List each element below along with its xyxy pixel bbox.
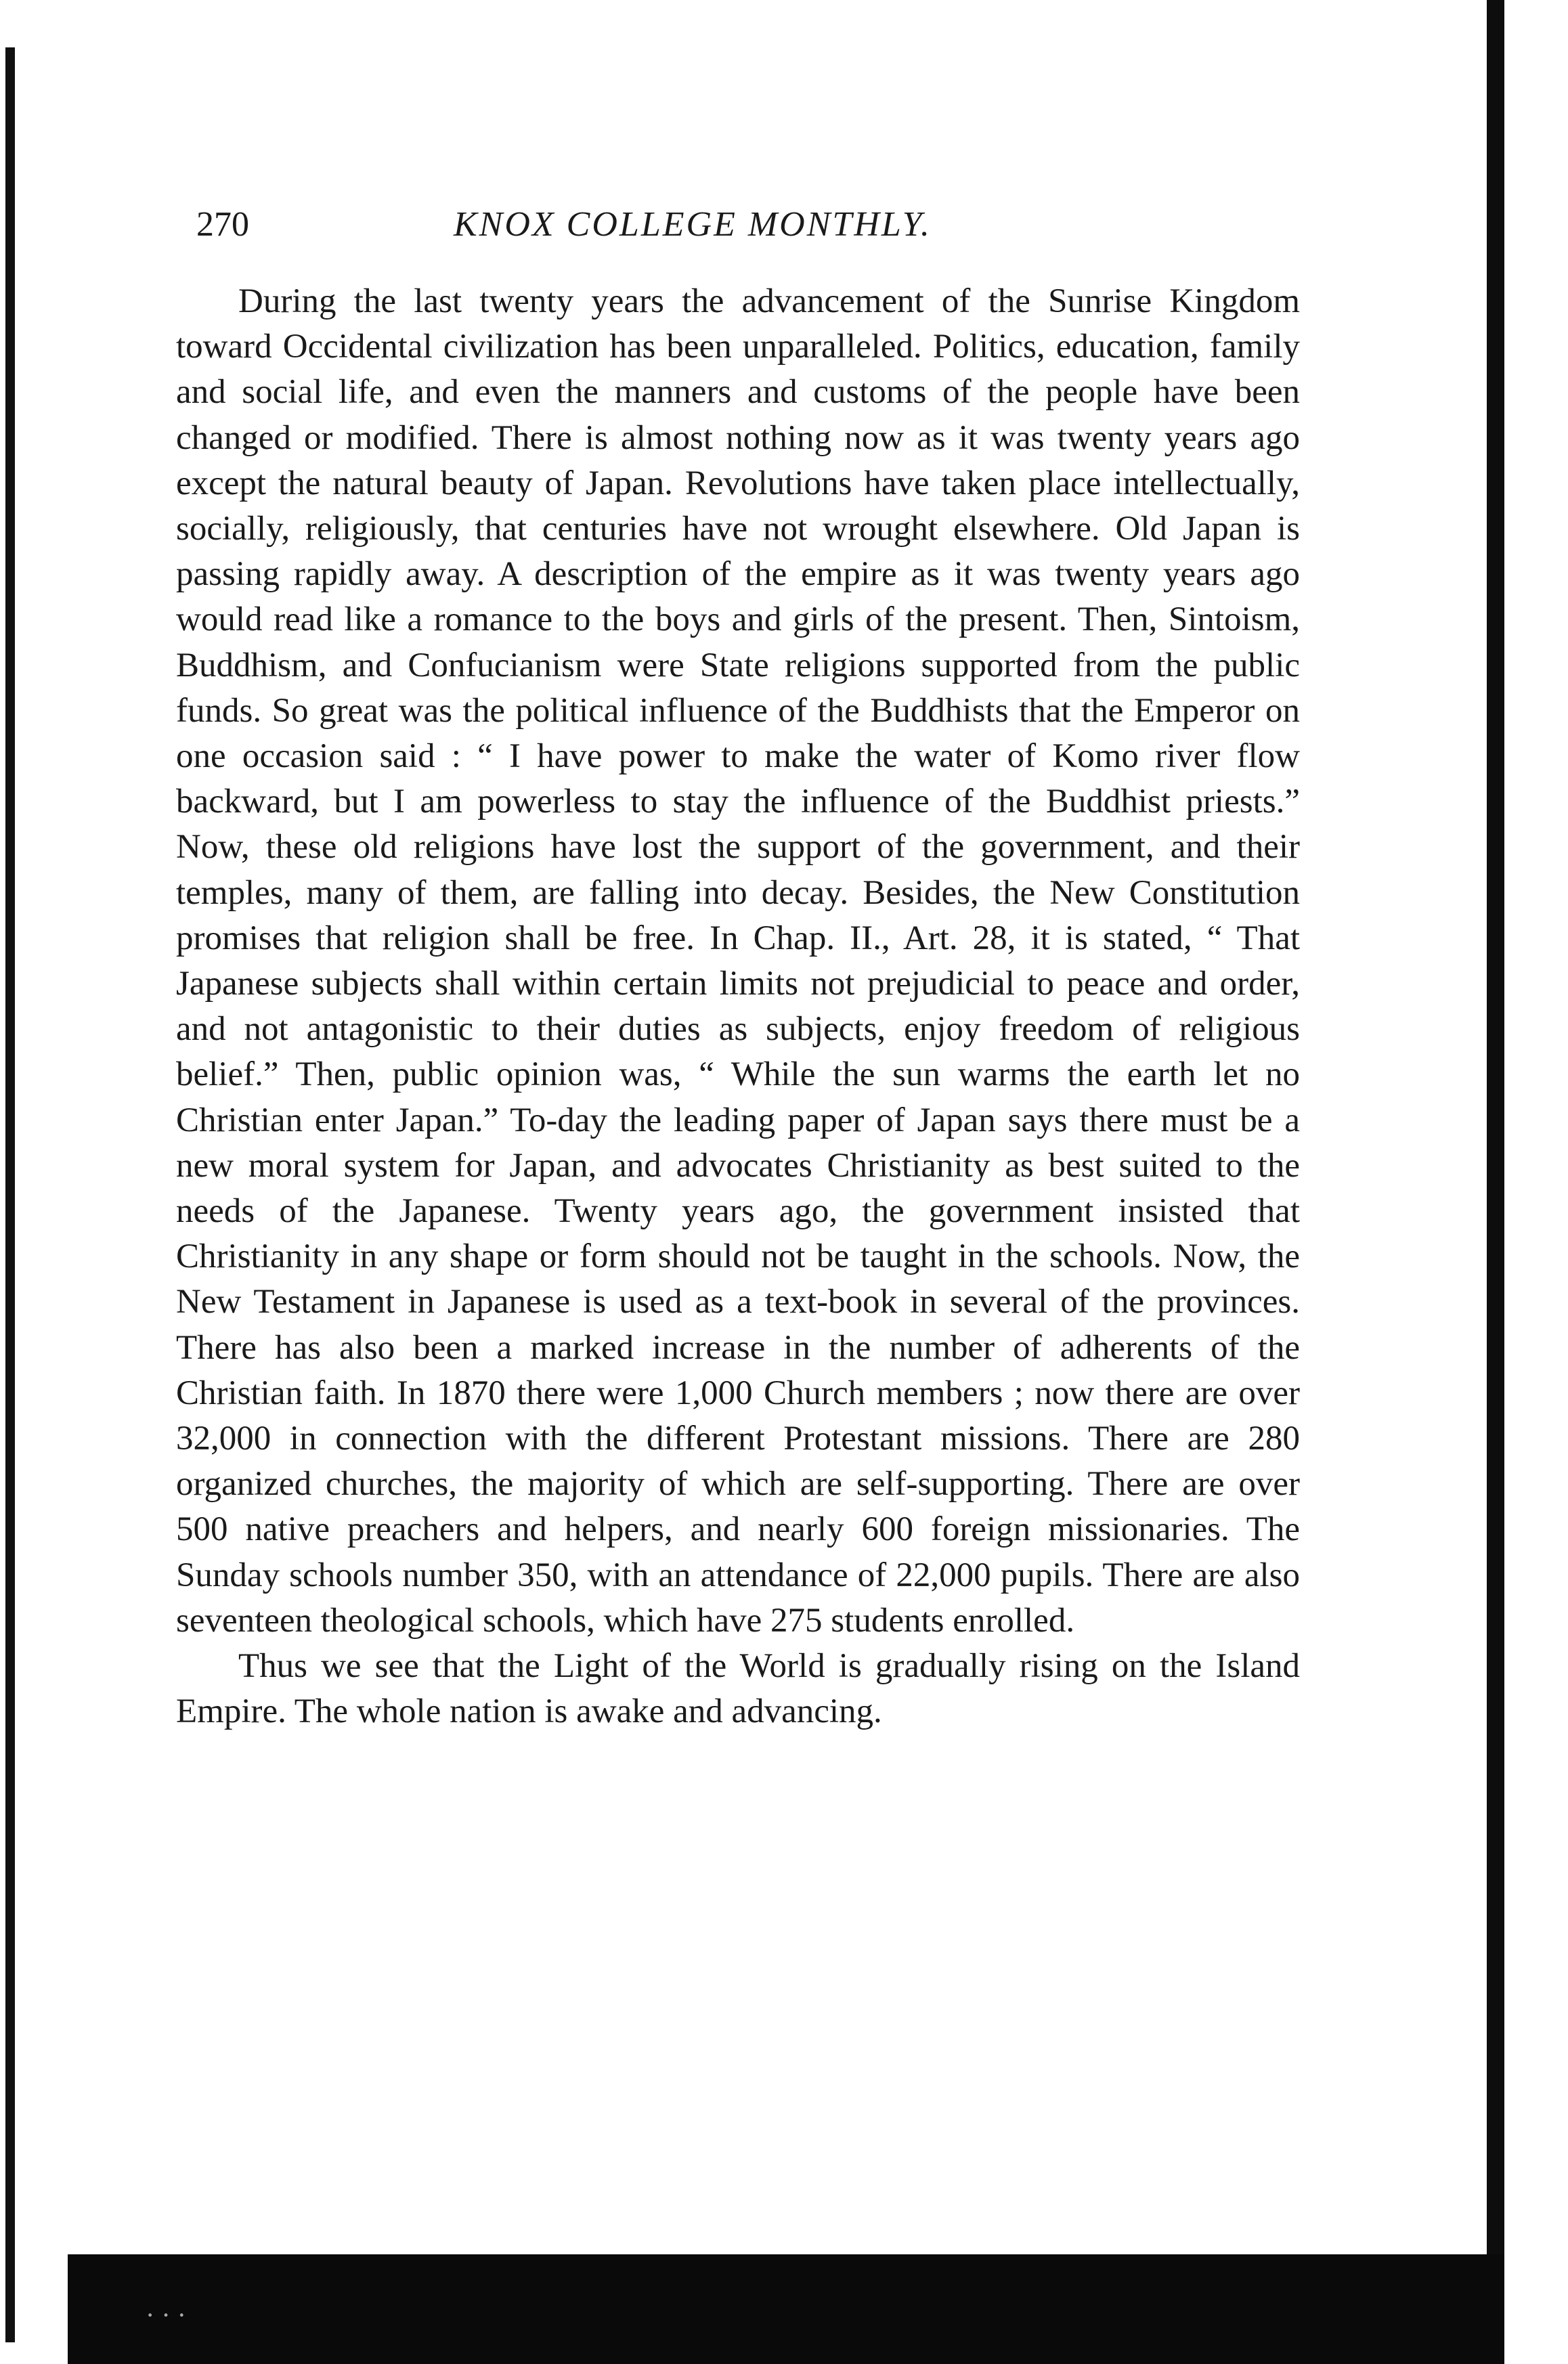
scan-border-bottom: [68, 2254, 1504, 2364]
paragraph-conclusion: Thus we see that the Light of the World is gradually rising on the Island Empire. The whole nation is awake and advancing.: [176, 1647, 1300, 1731]
scan-artifact-dots: ···: [146, 2300, 193, 2330]
scan-border-right: [1487, 0, 1504, 2315]
page-number: 270: [196, 205, 249, 244]
scan-border-left: [5, 47, 15, 2342]
running-head: [196, 198, 1300, 252]
article-body: [176, 279, 1300, 1735]
paragraph-japan-progress: During the last twenty years the advancement of the Sunrise Kingdom toward Occidental civilization has been unparalleled. Politics, education, family and social life, and even the manners and customs of the people have been changed or modified. There is almost nothing now as it was twenty years ago except the natural beauty of Japan. Revolutions have taken place intellectually, socially, religiously, that centuries have not wrought elsewhere. Old Japan is passing rapidly away. A description of the empire as it was twenty years ago would read like a romance to the boys and girls of the present. Then, Sintoism, Buddhism, and Confucianism were State religions supported from the public funds. So great was the political influence of the Buddhists that the Emperor on one occasion said : “ I have power to make the water of Komo river flow backward, but I am powerless to stay the influence of the Buddhist priests.” Now, these old religions have lost the support of the government, and their temples, many of them, are falling into decay. Besides, the New Constitution promises that religion shall be free. In Chap. II., Art. 28, it is stated, “ That Japanese subjects shall within certain limits not prejudicial to peace and order, and not antagonistic to their duties as subjects, enjoy freedom of religious belief.” Then, public opinion was, “ While the sun warms the earth let no Christian enter Japan.” To-day the leading paper of Japan says there must be a new moral system for Japan, and advocates Christianity as best suited to the needs of the Japanese. Twenty years ago, the government insisted that Christianity in any shape or form should not be taught in the schools. Now, the New Testament in Japanese is used as a text-book in several of the provinces. There has also been a marked increase in the number of adherents of the Christian faith. In 1870 there were 1,000 Church members ; now there are over 32,000 in connection with the different Protestant missions. There are 280 organized churches, the majority of which are self-supporting. There are over 500 native preachers and helpers, and nearly 600 foreign missionaries. The Sunday schools number 350, with an attendance of 22,000 pupils. There are also seventeen theological schools, which have 275 students enrolled.: [176, 282, 1300, 1640]
journal-title: KNOX COLLEGE MONTHLY.: [454, 205, 932, 244]
